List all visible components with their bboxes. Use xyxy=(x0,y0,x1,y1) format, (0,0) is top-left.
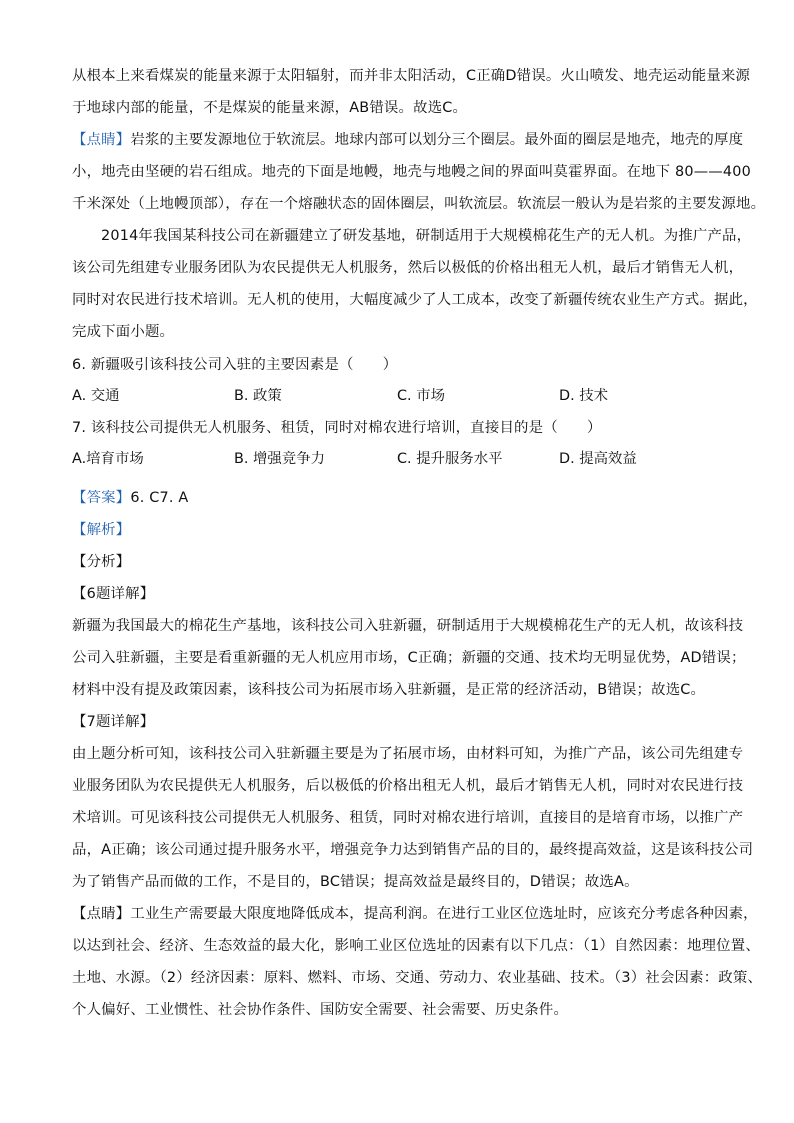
tip-2-line-1 xyxy=(72,904,758,924)
answer-line xyxy=(72,488,188,508)
q7-detail-line-1: 由上题分析可知，该科技公司入驻新疆主要是为了拓展市场，由材料可知，为推广产品，该公司先组建专 xyxy=(72,746,744,762)
fenxi-heading: 【分析】 xyxy=(72,554,131,570)
question-7-stem: 7. 该科技公司提供无人机服务、租赁，同时对棉农进行培训，直接目的是（ ） xyxy=(72,420,602,436)
q7-detail-line-4: 品，A正确；该公司通过提升服务水平，增强竞争力达到销售产品的目的，最终提高效益，这是该科技公司 xyxy=(72,842,754,858)
question-7-option-b: B. 增强竞争力 xyxy=(234,451,325,467)
prev-answer-line-1: 从根本上来看煤炭的能量来源于太阳辐射，而并非太阳活动，C正确D错误。火山喷发、地壳运动能量来源 xyxy=(72,68,751,84)
question-6-stem: 6. 新疆吸引该科技公司入驻的主要因素是（ ） xyxy=(72,357,398,373)
tip-1-line-2: 小，地壳由坚硬的岩石组成。地壳的下面是地幔，地壳与地幔之间的界面叫莫霍界面。在地下 80——400 xyxy=(72,164,751,180)
tip-2-text: 工业生产需要最大限度地降低成本，提高利润。在进行工业区位选址时，应该充分考虑各种因素， xyxy=(130,906,758,922)
material-line-1: 2014年我国某科技公司在新疆建立了研发基地，研制适用于大规模棉花生产的无人机。为推广产品， xyxy=(101,228,752,244)
tip-2-line-3: 土地、水源。（2）经济因素：原料、燃料、市场、交通、劳动力、农业基础、技术。（3）社会因素：政策、 xyxy=(72,970,763,986)
question-6-option-a: A. 交通 xyxy=(72,388,120,404)
q7-detail-line-3: 术培训。可见该科技公司提供无人机服务、租赁，同时对棉农进行培训，直接目的是培育市场，以推广产 xyxy=(72,810,744,826)
tip-2-line-4: 个人偏好、工业惯性、社会协作条件、国防安全需要、社会需要、历史条件。 xyxy=(72,1002,569,1018)
question-6-option-d: D. 技术 xyxy=(559,388,609,404)
answer-label: 【答案】 xyxy=(72,490,131,506)
q7-detail-line-5: 为了销售产品而做的工作，不是目的，BC错误；提高效益是最终目的，D错误；故选A。 xyxy=(72,874,639,890)
tip-text: 岩浆的主要发源地位于软流层。地球内部可以划分三个圈层。最外面的圈层是地壳，地壳的厚度 xyxy=(130,132,744,148)
tip-1-line-3: 千米深处（上地幔顶部），存在一个熔融状态的固体圈层，叫软流层。软流层一般认为是岩浆的主要发源地。 xyxy=(72,196,766,212)
question-6-option-b: B. 政策 xyxy=(234,388,282,404)
q6-detail-line-3: 材料中没有提及政策因素，该科技公司为拓展市场入驻新疆，是正常的经济活动，B错误；故选C。 xyxy=(72,682,706,698)
tip-1-line-1 xyxy=(72,130,744,150)
analysis-heading: 【解析】 xyxy=(72,522,131,538)
q6-detail-heading: 【6题详解】 xyxy=(72,586,155,602)
question-6-option-c: C. 市场 xyxy=(397,388,445,404)
question-7-option-d: D. 提高效益 xyxy=(559,451,637,467)
q6-detail-line-2: 公司入驻新疆，主要是看重新疆的无人机应用市场，C正确；新疆的交通、技术均无明显优势，AD错误； xyxy=(72,650,746,666)
answer-text: 6. C7. A xyxy=(130,490,189,506)
q7-detail-line-2: 业服务团队为农民提供无人机服务，后以极低的价格出租无人机，最后才销售无人机，同时对农民进行技 xyxy=(72,778,744,794)
tip-label: 【点睛】 xyxy=(72,132,131,148)
question-7-option-a: A.培育市场 xyxy=(72,451,144,467)
prev-answer-line-2: 于地球内部的能量，不是煤炭的能量来源，AB错误。故选C。 xyxy=(72,100,468,116)
q6-detail-line-1: 新疆为我国最大的棉花生产基地，该科技公司入驻新疆，研制适用于大规模棉花生产的无人机，故该科技 xyxy=(72,618,744,634)
tip-2-label: 【点睛】 xyxy=(72,906,131,922)
material-line-2: 该公司先组建专业服务团队为农民提供无人机服务，然后以极低的价格出租无人机，最后才销售无人机， xyxy=(72,260,744,276)
question-7-option-c: C. 提升服务水平 xyxy=(397,451,503,467)
material-line-3: 同时对农民进行技术培训。无人机的使用，大幅度减少了人工成本，改变了新疆传统农业生产方式。据此， xyxy=(72,292,758,308)
tip-2-line-2: 以达到社会、经济、生态效益的最大化，影响工业区位选址的因素有以下几点：（1）自然因素：地理位置、 xyxy=(72,938,760,954)
material-line-4: 完成下面小题。 xyxy=(72,324,175,340)
q7-detail-heading: 【7题详解】 xyxy=(72,714,155,730)
